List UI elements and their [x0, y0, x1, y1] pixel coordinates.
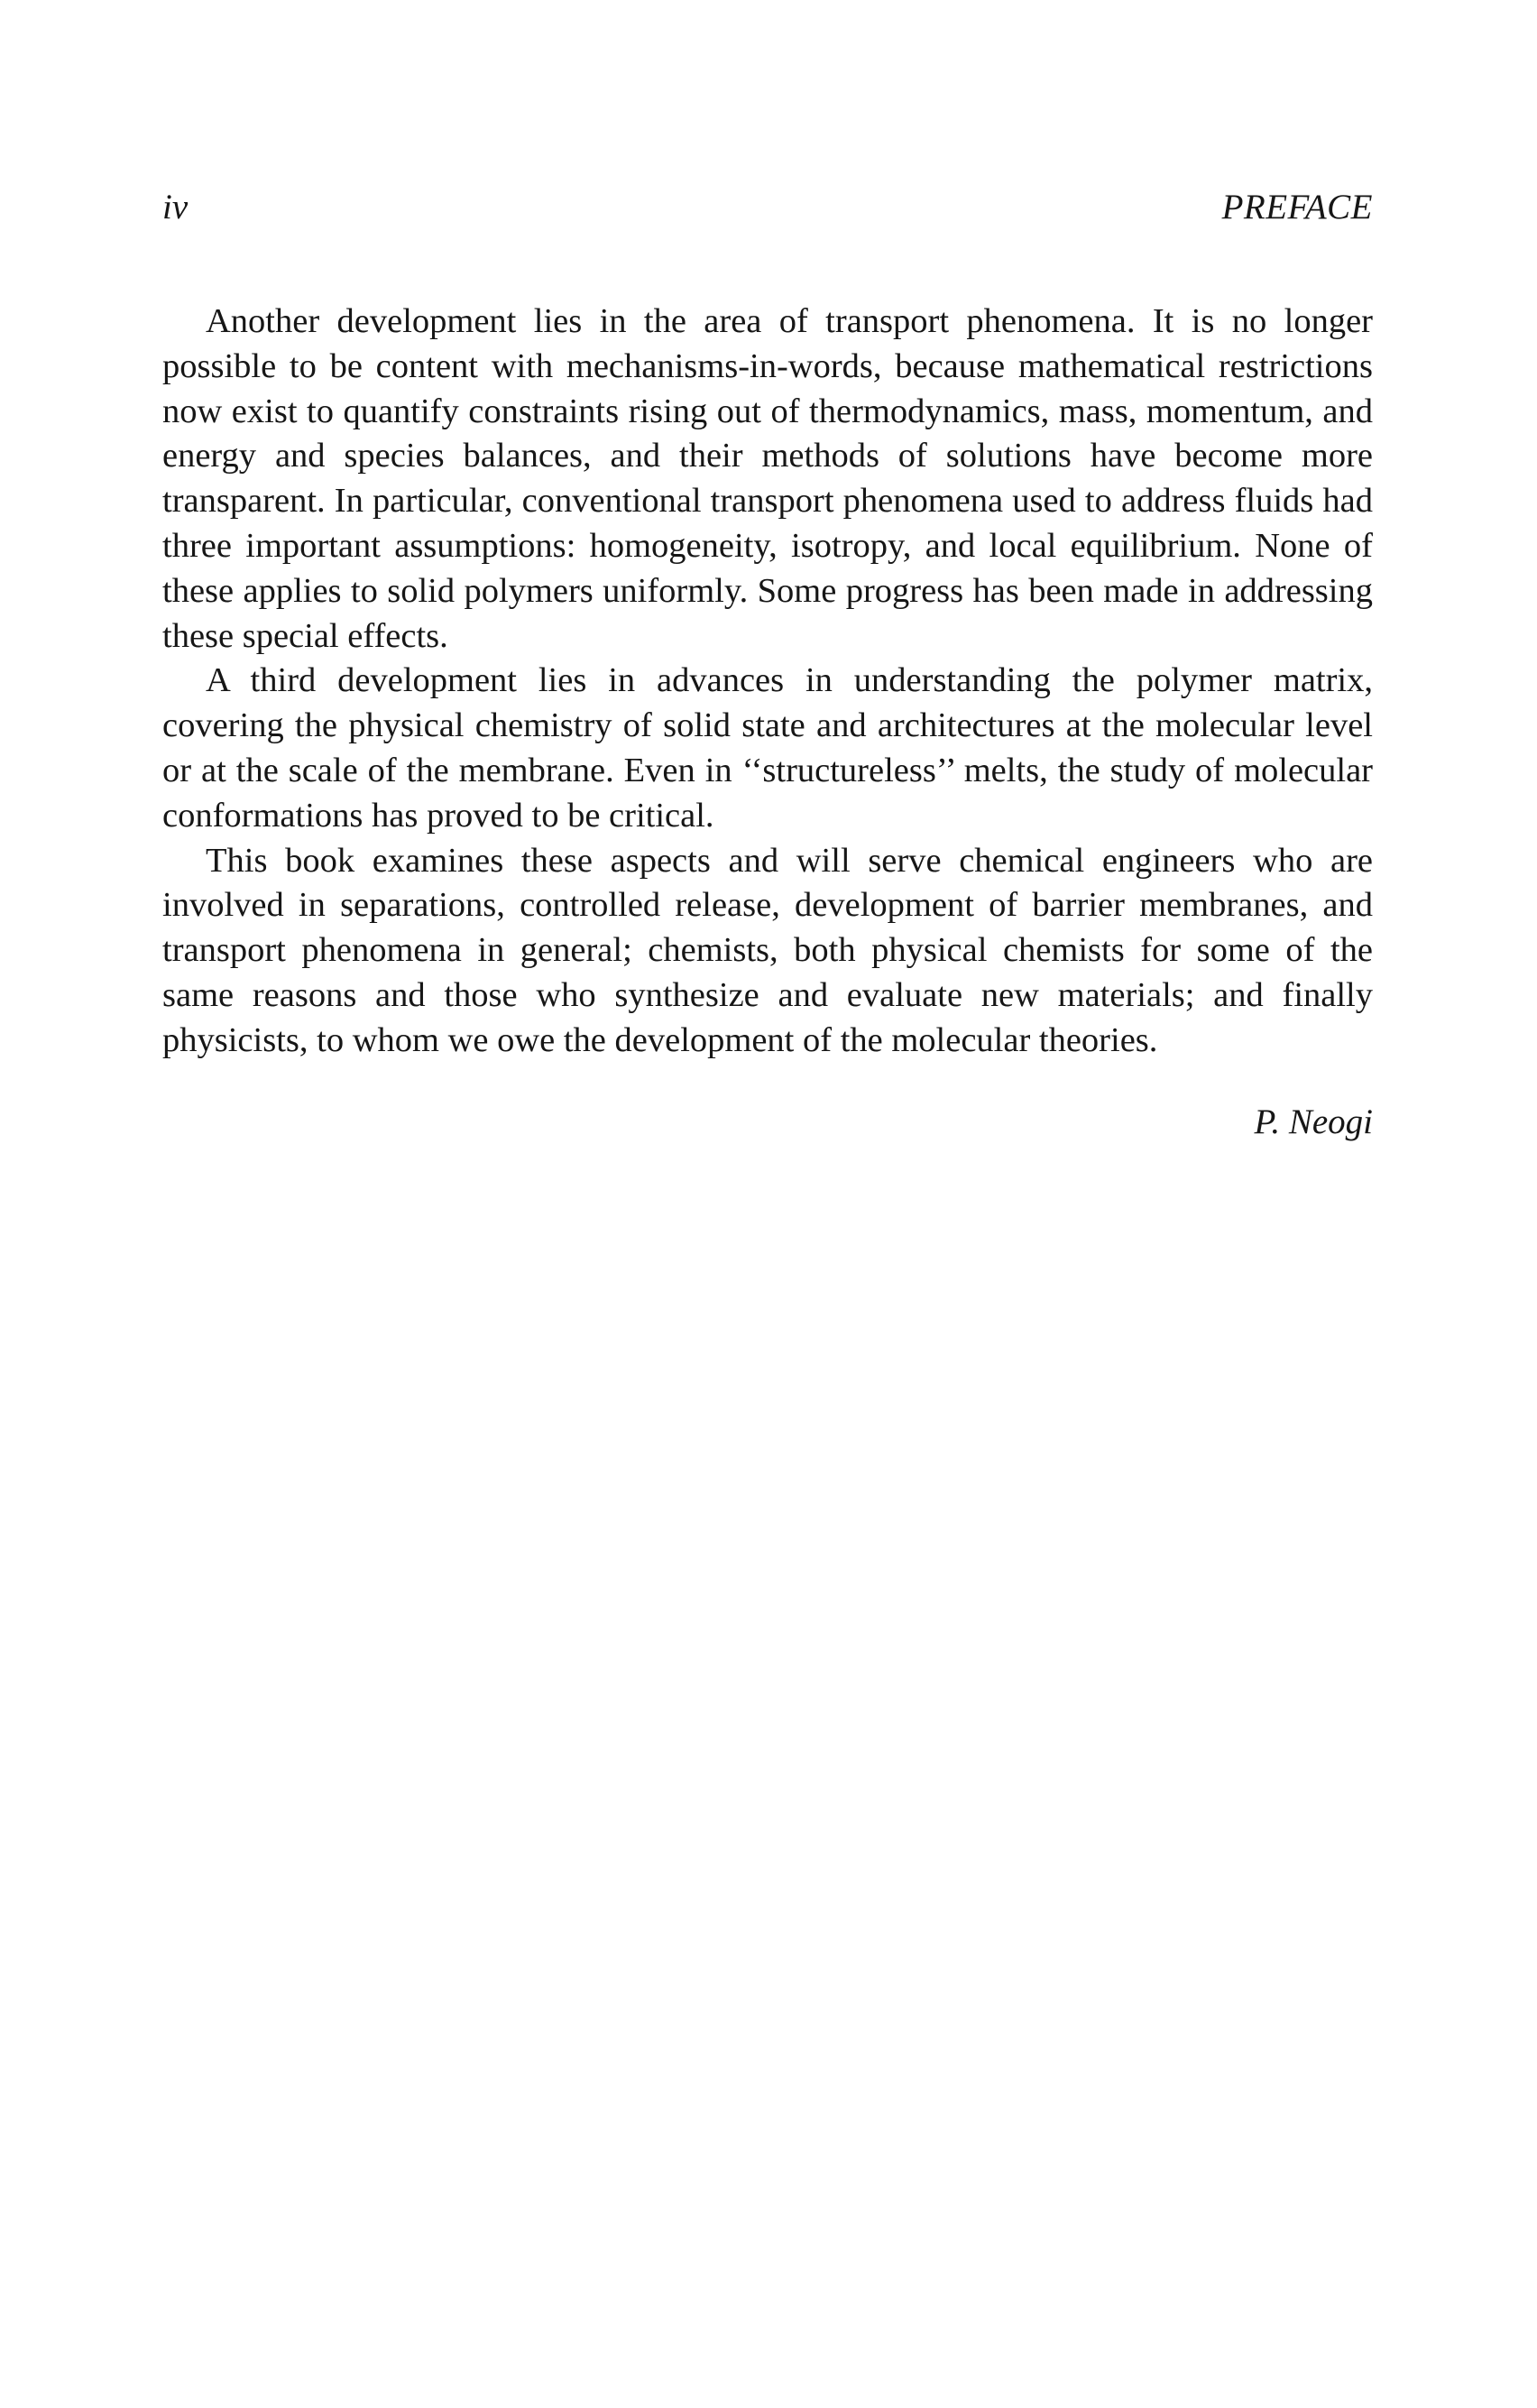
running-head: PREFACE [1221, 188, 1373, 226]
author-signature: P. Neogi [1254, 1103, 1373, 1141]
paragraph: This book examines these aspects and will serve chemical engineers who are involved in separations, controlled release, development of barrier membranes, and transport phenomena in general; chemists, both physical chemists for some of the same reasons and those who synthesize and evaluate new materials; and finally physicists, to whom we owe the development of the molecular theories. [162, 841, 1373, 1059]
page-number: iv [162, 188, 189, 226]
page-header [162, 185, 1373, 230]
paragraph: Another development lies in the area of transport phenomena. It is no longer possible to be content with mechanisms-in-words, because mathematical restrictions now exist to quantify constraints rising out of thermodynamics, mass, momentum, and energy and species balances, and their methods of solutions have become more transparent. In particular, conventional transport phenomena used to address fluids had three important assumptions: homogeneity, isotropy, and local equilibrium. None of these applies to solid polymers uniformly. Some progress has been made in addressing these special effects. [162, 302, 1373, 655]
preface-body [162, 300, 1373, 1064]
paragraph: A third development lies in advances in understanding the polymer matrix, covering the physical chemistry of solid state and architectures at the molecular level or at the scale of the membrane. Even in ‘‘structureless’’ melts, the study of molecular conformations has proved to be critical. [162, 661, 1373, 835]
